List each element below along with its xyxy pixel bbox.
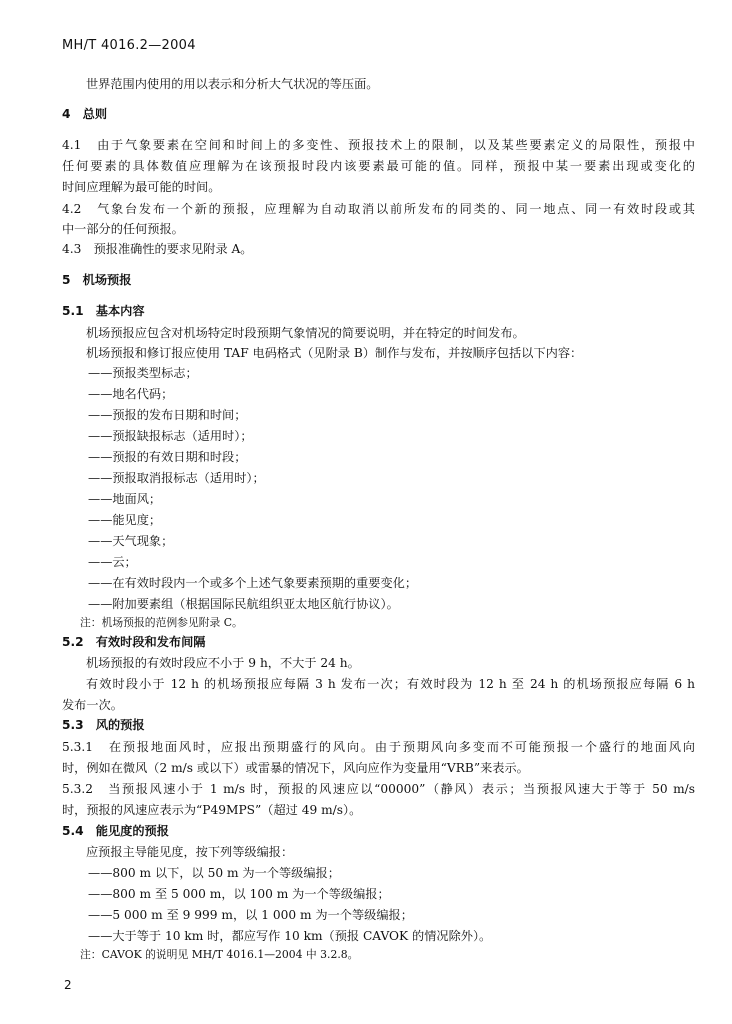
list-item: ——云； xyxy=(88,555,137,569)
subsection-heading-5-1: 5.1 基本内容 xyxy=(62,304,145,318)
clause-4-1-line: 时间应理解为最可能的时间。 xyxy=(62,180,221,194)
note: 注：机场预报的范例参见附录 C。 xyxy=(80,616,243,629)
page-number: 2 xyxy=(64,978,72,992)
list-item: ——能见度； xyxy=(88,513,162,527)
subsection-heading-5-4: 5.4 能见度的预报 xyxy=(62,824,169,838)
list-item: ——5 000 m 至 9 999 m，以 1 000 m 为一个等级编报； xyxy=(88,908,413,922)
clause-5-3-2-line: 时，预报的风速应表示为“P49MPS”（超过 49 m/s）。 xyxy=(62,803,362,817)
subsection-heading-5-3: 5.3 风的预报 xyxy=(62,718,145,732)
list-item: ——预报缺报标志（适用时）； xyxy=(88,429,253,443)
paragraph-line: 有效时段小于 12 h 的机场预报应每隔 3 h 发布一次；有效时段为 12 h 至 24 h 的机场预报应每隔 6 h xyxy=(86,677,695,691)
clause-5-3-1-line: 时，例如在微风（2 m/s 或以下）或雷暴的情况下，风向应作为变量用“VRB”来表示。 xyxy=(62,761,529,775)
clause-5-3-2-line: 5.3.2 当预报风速小于 1 m/s 时，预报的风速应以“00000”（静风）表示；当预报风速大于等于 50 m/s xyxy=(62,782,695,796)
list-item: ——800 m 至 5 000 m，以 100 m 为一个等级编报； xyxy=(88,887,390,901)
section-heading-5: 5 机场预报 xyxy=(62,273,132,287)
list-item: ——附加要素组（根据国际民航组织亚太地区航行协议）。 xyxy=(88,597,399,611)
paragraph-line: 世界范围内使用的用以表示和分析大气状况的等压面。 xyxy=(86,77,379,91)
paragraph-line: 机场预报的有效时段应不小于 9 h，不大于 24 h。 xyxy=(86,656,360,670)
list-item: ——预报类型标志； xyxy=(88,366,198,380)
list-item: ——预报的有效日期和时段； xyxy=(88,450,247,464)
standard-code-header: MH/T 4016.2—2004 xyxy=(62,38,196,53)
list-item: ——大于等于 10 km 时，都应写作 10 km（预报 CAVOK 的情况除外）。 xyxy=(88,929,492,943)
list-item: ——天气现象； xyxy=(88,534,174,548)
list-item: ——预报取消报标志（适用时）； xyxy=(88,471,265,485)
subsection-heading-5-2: 5.2 有效时段和发布间隔 xyxy=(62,635,206,649)
clause-4-3: 4.3 预报准确性的要求见附录 A。 xyxy=(62,242,253,256)
clause-5-3-1-line: 5.3.1 在预报地面风时，应报出预期盛行的风向。由于预期风向多变而不可能预报一个盛行的地面风向 xyxy=(62,740,695,754)
clause-4-1-line: 4.1 由于气象要素在空间和时间上的多变性、预报技术上的限制，以及某些要素定义的局限性，预报中 xyxy=(62,138,695,152)
section-heading-4: 4 总则 xyxy=(62,107,108,121)
list-item: ——地面风； xyxy=(88,492,162,506)
paragraph-line: 机场预报应包含对机场特定时段预期气象情况的简要说明，并在特定的时间发布。 xyxy=(86,326,525,340)
list-item: ——在有效时段内一个或多个上述气象要素预期的重要变化； xyxy=(88,576,418,590)
clause-4-1-line: 任何要素的具体数值应理解为在该预报时段内该要素最可能的值。同样，预报中某一要素出现或变化的 xyxy=(62,159,695,173)
list-item: ——地名代码； xyxy=(88,387,174,401)
clause-4-2-line: 4.2 气象台发布一个新的预报，应理解为自动取消以前所发布的同类的、同一地点、同一有效时段或其 xyxy=(62,202,695,216)
note: 注：CAVOK 的说明见 MH/T 4016.1—2004 中 3.2.8。 xyxy=(80,948,359,961)
clause-4-2-line: 中一部分的任何预报。 xyxy=(62,222,184,236)
paragraph-line: 发布一次。 xyxy=(62,698,123,712)
paragraph-line: 机场预报和修订报应使用 TAF 电码格式（见附录 B）制作与发布，并按顺序包括以下内容： xyxy=(86,346,583,360)
paragraph-line: 应预报主导能见度，按下列等级编报： xyxy=(86,845,294,859)
list-item: ——预报的发布日期和时间； xyxy=(88,408,247,422)
list-item: ——800 m 以下，以 50 m 为一个等级编报； xyxy=(88,866,340,880)
